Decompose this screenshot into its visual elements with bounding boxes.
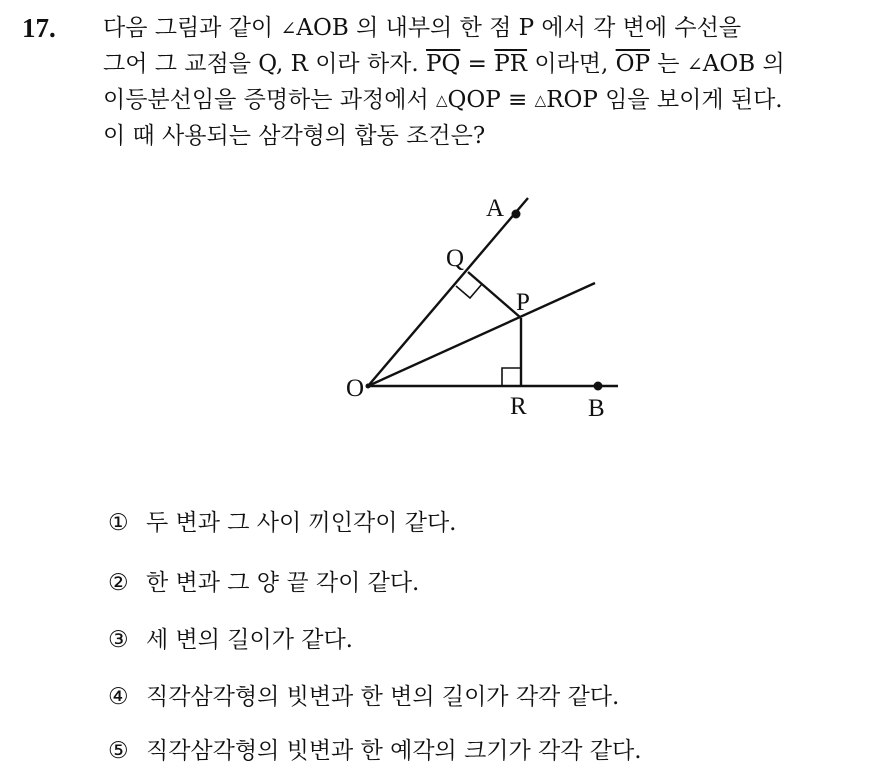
triangle-symbol: △ xyxy=(534,91,547,109)
choice-number: ⑤ xyxy=(108,738,129,764)
choice-text: 직각삼각형의 빗변과 한 예각의 크기가 각각 같다. xyxy=(146,738,642,764)
label-r: R xyxy=(510,393,527,420)
stem-line-1 xyxy=(103,10,869,46)
right-angle-mark-r xyxy=(502,368,521,386)
angle-bisector-diagram xyxy=(330,182,630,432)
choice-4[interactable] xyxy=(108,681,619,713)
angle-symbol: ∠ xyxy=(280,18,297,40)
segment-op: $\overline{OP}$ xyxy=(615,51,650,77)
triangle-symbol: △ xyxy=(436,91,448,109)
equals-sign: = xyxy=(460,51,495,77)
question-number: 17. xyxy=(22,13,56,43)
geometry-figure xyxy=(330,182,630,432)
segment-pr: $\overline{PR}$ xyxy=(494,51,528,77)
stem-text: 이등분선임을 증명하는 과정에서 xyxy=(103,87,436,113)
ray-op xyxy=(368,283,595,386)
choice-number: ③ xyxy=(108,627,129,653)
choice-text: 세 변의 길이가 같다. xyxy=(146,627,353,653)
point-b-dot xyxy=(594,382,603,391)
label-q: Q xyxy=(446,245,465,272)
choice-text: 두 변과 그 사이 끼인각이 같다. xyxy=(146,510,457,536)
stem-text: ROP 임을 보이게 된다. xyxy=(546,87,783,113)
label-b: B xyxy=(588,395,605,422)
label-o: O xyxy=(346,375,365,402)
choice-number: ① xyxy=(108,510,129,536)
point-a-dot xyxy=(512,210,521,219)
choice-3[interactable] xyxy=(108,624,353,656)
stem-text: AOB 의 xyxy=(702,51,785,77)
label-p: P xyxy=(516,289,530,316)
segment-pq: $\overline{PQ}$ xyxy=(426,51,461,77)
stem-text: AOB 의 내부의 한 점 P 에서 각 변에 수선을 xyxy=(296,15,742,41)
segment-pq-line xyxy=(468,272,521,318)
stem-line-4: 이 때 사용되는 삼각형의 합동 조건은? xyxy=(103,123,486,149)
label-a: A xyxy=(486,195,505,222)
choice-text: 한 변과 그 양 끝 각이 같다. xyxy=(146,570,420,596)
choice-1[interactable] xyxy=(108,507,456,539)
angle-symbol: ∠ xyxy=(686,54,703,76)
stem-text: 이라면, xyxy=(527,51,616,77)
question-stem xyxy=(103,10,869,154)
ray-oa xyxy=(368,198,528,386)
choice-text: 직각삼각형의 빗변과 한 변의 길이가 각각 같다. xyxy=(146,684,620,710)
choice-2[interactable] xyxy=(108,567,419,599)
stem-line-2 xyxy=(103,46,869,82)
stem-line-3 xyxy=(103,82,869,118)
stem-text: 다음 그림과 같이 xyxy=(103,15,281,41)
right-angle-mark-q xyxy=(456,284,482,298)
choice-5[interactable] xyxy=(108,735,642,767)
choice-number: ④ xyxy=(108,684,129,710)
stem-text: 그어 그 교점을 Q, R 이라 하자. xyxy=(103,51,427,77)
choice-number: ② xyxy=(108,570,129,596)
stem-text: QOP ≡ xyxy=(447,87,535,113)
point-o-dot xyxy=(366,384,371,389)
stem-text: 는 xyxy=(650,51,687,77)
